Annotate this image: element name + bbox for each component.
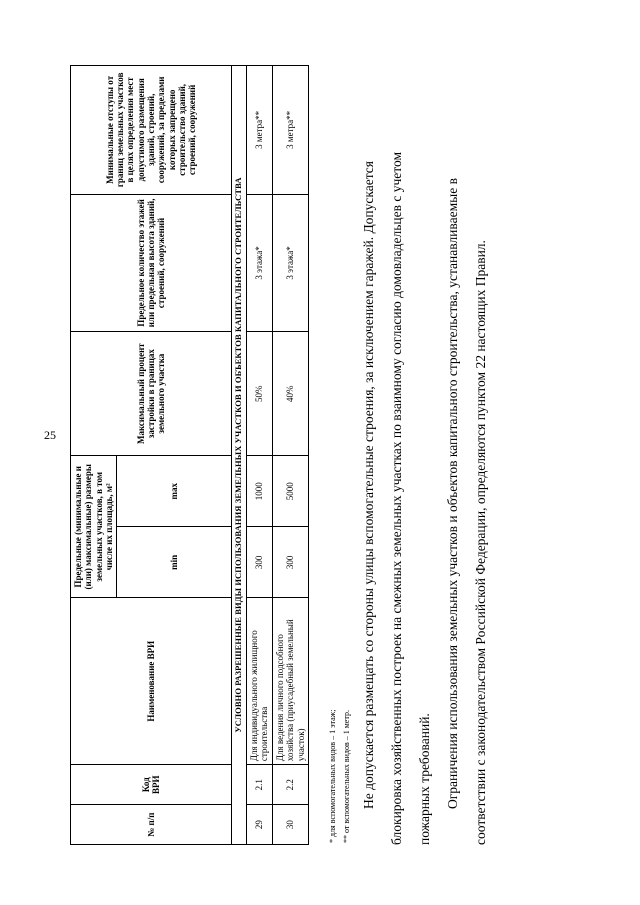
row-num: 30 [272, 805, 308, 845]
row-code: 2.1 [247, 765, 273, 805]
row-pct: 50% [247, 332, 273, 456]
section-title: УСЛОВНО РАЗРЕШЕННЫЕ ВИДЫ ИСПОЛЬЗОВАНИЯ ЗЕМЕЛЬНЫХ УЧАСТКОВ И ОБЪЕКТОВ КАПИТАЛЬНОГО СТРОИТЕЛЬСТВА [232, 66, 247, 845]
row-name: Для ведения личного подсобного хозяйства (приусадебный земельный участок) [272, 598, 308, 765]
row-max: 5000 [272, 456, 308, 527]
table-row [272, 66, 308, 845]
rotated-landscape-content [10, 15, 615, 885]
header-pct: Максимальный процент застройки в границах земельного участка [71, 332, 232, 456]
header-name: Наименование ВРИ [71, 598, 232, 765]
row-max: 1000 [247, 456, 273, 527]
row-code: 2.2 [272, 765, 308, 805]
row-name: Для индивидуального жилищного строительства [247, 598, 273, 765]
row-setback: 3 метра** [272, 66, 308, 195]
row-min: 300 [247, 527, 273, 598]
table-row [247, 66, 273, 845]
paragraph-2-line-1: Ограничения использования земельных участков и объектов капитального строительства, устанавливаемые в [445, 178, 460, 809]
header-setback: Минимальные отступы от границ земельных участков в целях определения мест допустимого размещения зданий, строений, сооружений, за пределами которых запрещено строительство зданий, строений, сооружений [71, 66, 232, 195]
header-size-group: Предельные (минимальные и (или) максимальные) размеры земельных участков, в том числе их площадь, м² [71, 456, 117, 598]
header-num: № п/п [71, 805, 232, 845]
table-header-row [71, 66, 117, 845]
header-min: min [117, 527, 232, 598]
page-number: 25 [44, 428, 56, 442]
row-floors: 3 этажа* [272, 194, 308, 331]
section-row [232, 66, 247, 845]
paragraph-2-line-2: соответствии с законодательством Российской Федерации, определяются пунктом 22 настоящих Правил. [473, 240, 488, 845]
paragraph-1-line-2: блокировка хозяйственных построек на смежных земельных участках по взаимному согласию домовладельцев с учетом [389, 151, 404, 845]
paragraph-1-line-1: Не допускается размещать со стороны улицы вспомогательные строения, за исключением гаражей. Допускается [361, 161, 376, 809]
header-max: max [117, 456, 232, 527]
footnote-2: ** от вспомогательных видов – 1 метр. [342, 710, 351, 843]
row-pct: 40% [272, 332, 308, 456]
row-setback: 3 метра** [247, 66, 273, 195]
header-code: Код ВРИ [71, 765, 232, 805]
paragraph-1-line-3: пожарных требований. [417, 713, 432, 845]
row-min: 300 [272, 527, 308, 598]
row-floors: 3 этажа* [247, 194, 273, 331]
row-num: 29 [247, 805, 273, 845]
footnote-1: * для вспомогательных видов – 1 этаж; [328, 709, 337, 843]
header-floors: Предельное количество этажей или предельная высота зданий, строений, сооружений [71, 194, 232, 331]
vri-table [70, 65, 309, 845]
